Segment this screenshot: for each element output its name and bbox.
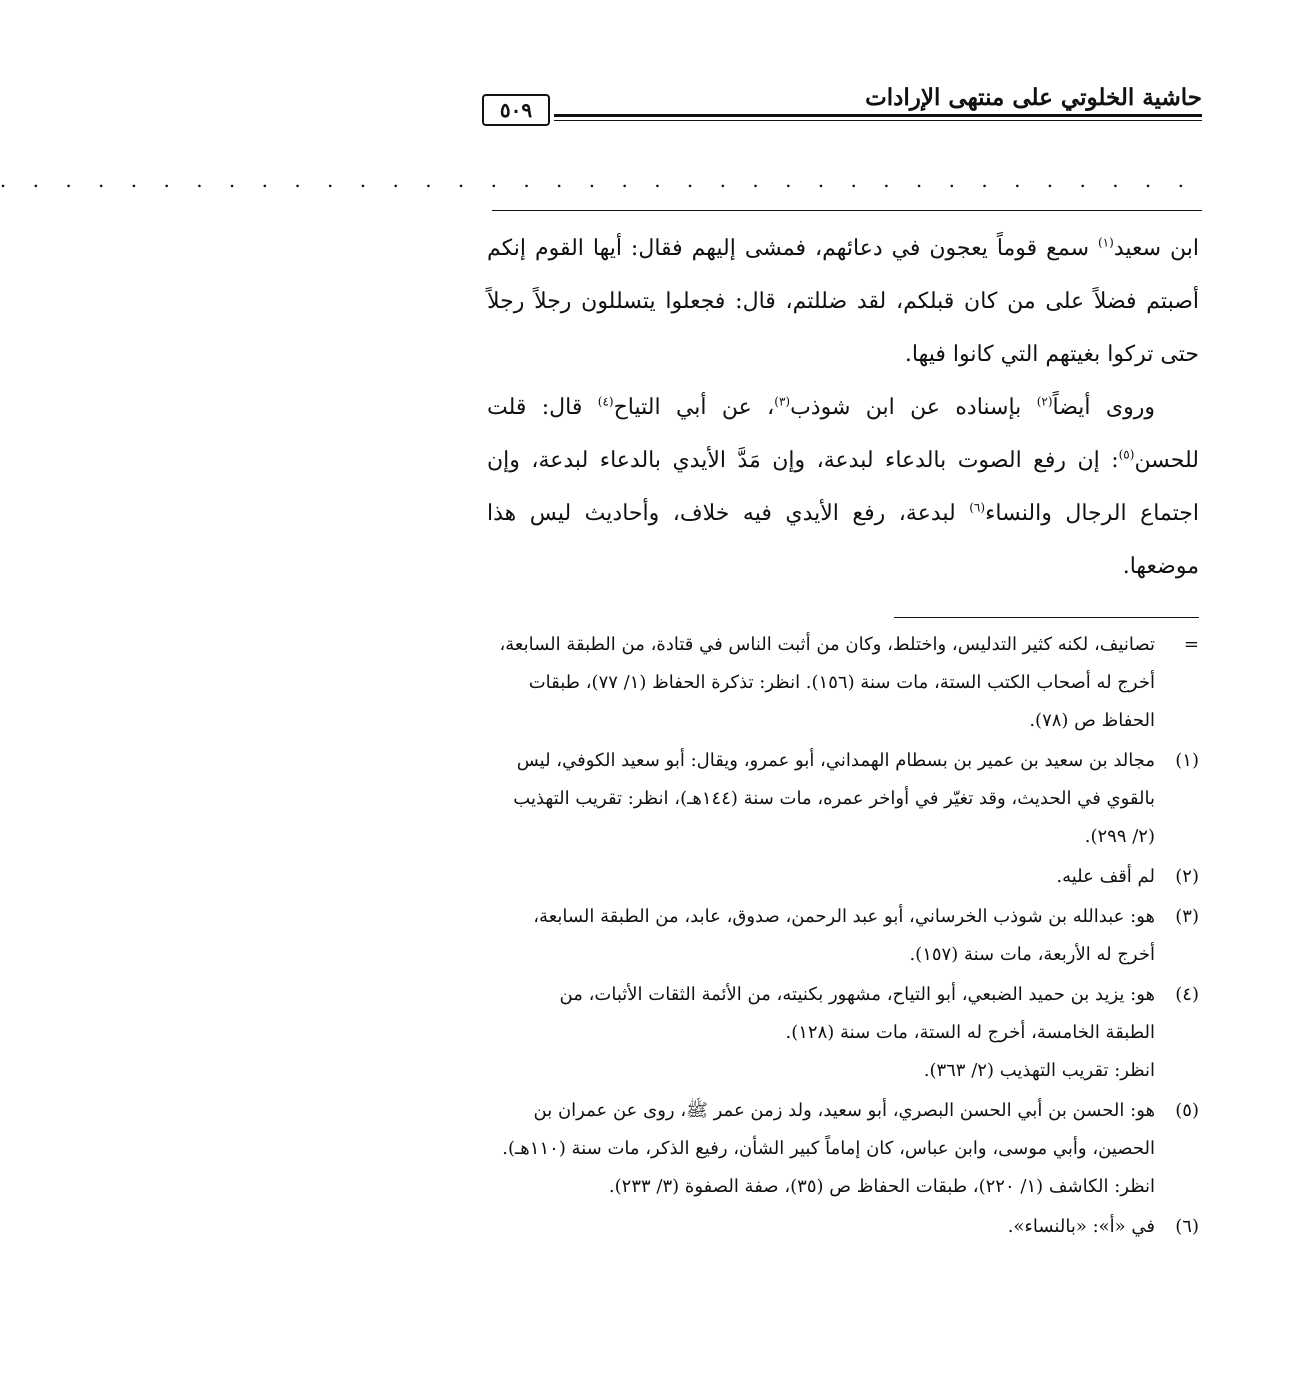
footnote-marker: = — [1183, 634, 1199, 655]
footnote-marker: (٣) — [1175, 906, 1199, 927]
main-text — [487, 222, 1199, 593]
body-divider — [492, 210, 1202, 211]
footnote-5 — [487, 1092, 1199, 1206]
footnote-line: هو: الحسن بن أبي الحسن البصري، أبو سعيد، ولد زمن عمر ﷺ، روى عن عمران بن — [533, 1100, 1155, 1121]
footnote-marker: (١) — [1175, 750, 1199, 771]
footnote-line: هو: يزيد بن حميد الضبعي، أبو التياح، مشهور بكنيته، من الأئمة الثقات الأثبات، من — [559, 984, 1155, 1005]
footnote-marker: (٥) — [1175, 1100, 1199, 1121]
omission-dots: . . . . . . . . . . . . . . . . . . . . . . . . . . . . . . . . . . . . . — [0, 168, 1194, 192]
paragraph-2-text-c: ، عن أبي التياح — [613, 395, 775, 420]
page-number: ٥٠٩ — [482, 94, 550, 126]
paragraph-1 — [487, 222, 1199, 381]
footnote-line: انظر: تقريب التهذيب (٢/ ٣٦٣). — [923, 1060, 1155, 1081]
footnote-3 — [487, 898, 1199, 974]
footnote-marker: (٢) — [1175, 866, 1199, 887]
footnote-line: تصانيف، لكنه كثير التدليس، واختلط، وكان من أثبت الناس في قتادة، من الطبقة السابعة، — [499, 634, 1155, 655]
paragraph-2-text-d: قال: قلت للحسن — [487, 395, 1199, 473]
footnote-separator — [894, 617, 1199, 618]
footnote-ref-3: (٣) — [774, 394, 791, 409]
footnote-marker: (٤) — [1175, 984, 1199, 1005]
footnote-4 — [487, 976, 1199, 1090]
footnote-line: هو: عبدالله بن شوذب الخرساني، أبو عبد الرحمن، صدوق، عابد، من الطبقة السابعة، — [533, 906, 1155, 927]
paragraph-2-text-f: لبدعة، رفع الأيدي فيه خلاف، وأحاديث ليس هذا موضعها. — [487, 501, 1199, 579]
footnote-ref-4: (٤) — [597, 394, 614, 409]
paragraph-1-text-b: سمع قوماً يعجون في دعائهم، فمشى إليهم فقال: أيها القوم إنكم أصبتم فضلاً على من كان قبلكم، لقد ضللتم، قال: فجعلوا يتسللون رجلاً رجلاً حتى تركوا بغيتهم التي كانوا فيها. — [487, 236, 1199, 367]
footnotes — [487, 626, 1199, 1248]
footnote-line: (٢/ ٢٩٩). — [1084, 826, 1155, 847]
paragraph-2-text-b: بإسناده عن ابن شوذب — [790, 395, 1037, 420]
header-rule-thick — [554, 114, 1202, 117]
footnote-2 — [487, 858, 1199, 896]
footnote-ref-6: (٦) — [969, 500, 986, 515]
footnote-ref-2: (٢) — [1036, 394, 1053, 409]
footnote-line: أخرج له الأربعة، مات سنة (١٥٧). — [909, 944, 1155, 965]
footnote-line: أخرج له أصحاب الكتب الستة، مات سنة (١٥٦). انظر: تذكرة الحفاظ (١/ ٧٧)، طبقات — [528, 672, 1155, 693]
footnote-line: الطبقة الخامسة، أخرج له الستة، مات سنة (١٢٨). — [785, 1022, 1155, 1043]
footnote-line: الحصين، وأبي موسى، وابن عباس، كان إماماً كبير الشأن، رفيع الذكر، مات سنة (١١٠هـ). — [502, 1138, 1155, 1159]
paragraph-2 — [487, 381, 1199, 593]
paragraph-1-text-a: ابن سعيد — [1113, 236, 1199, 261]
footnote-1 — [487, 742, 1199, 856]
header-rule-thin — [554, 120, 1202, 121]
footnote-continuation — [487, 626, 1199, 740]
paragraph-2-text-e: : إن رفع الصوت بالدعاء لبدعة، وإن مَدَّ الأيدي بالدعاء لبدعة، وإن اجتماع الرجال والنساء — [487, 448, 1199, 526]
footnote-line: بالقوي في الحديث، وقد تغيّر في أواخر عمره، مات سنة (١٤٤هـ)، انظر: تقريب التهذيب — [513, 788, 1155, 809]
running-header — [482, 80, 1202, 126]
footnote-ref-5: (٥) — [1118, 447, 1135, 462]
footnote-marker: (٦) — [1175, 1216, 1199, 1237]
footnote-line: الحفاظ ص (٧٨). — [1029, 710, 1155, 731]
footnote-line: مجالد بن سعيد بن عمير بن بسطام الهمداني، أبو عمرو، ويقال: أبو سعيد الكوفي، ليس — [516, 750, 1155, 771]
footnote-ref-1: (١) — [1097, 235, 1114, 250]
paragraph-2-text-a: وروى أيضاً — [1052, 395, 1155, 420]
footnote-line: لم أقف عليه. — [1056, 866, 1155, 887]
footnote-line: في «أ»: «بالنساء». — [1007, 1216, 1155, 1237]
footnote-6 — [487, 1208, 1199, 1246]
book-title: حاشية الخلوتي على منتهى الإرادات — [865, 84, 1202, 111]
footnote-line: انظر: الكاشف (١/ ٢٢٠)، طبقات الحفاظ ص (٣٥)، صفة الصفوة (٣/ ٢٣٣). — [608, 1176, 1155, 1197]
